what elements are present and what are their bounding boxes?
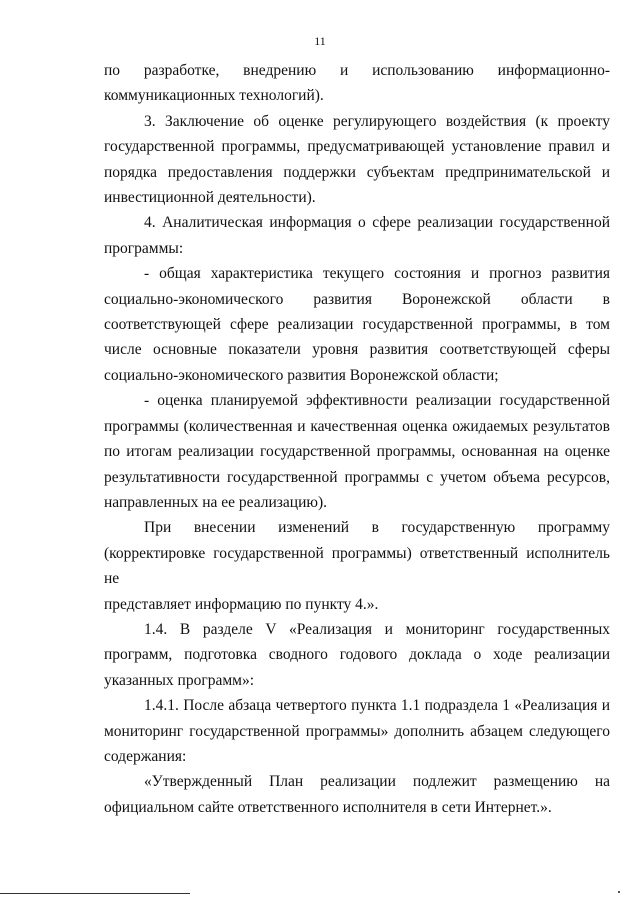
text-line: указанных программ»:: [104, 671, 255, 689]
word: внесении: [193, 519, 256, 537]
text-line: - оценка планируемой эффективности реализации государственной: [144, 392, 610, 410]
word: социально-экономического: [104, 290, 284, 308]
word: разработке,: [143, 62, 220, 79]
text-line: - общая характеристика текущего состояния и прогноз развития: [144, 265, 610, 283]
word: программу: [537, 519, 610, 537]
word: При: [144, 519, 172, 537]
text-line: представляет информацию по пункту 4.».: [104, 595, 379, 613]
paragraph-section-1-4: [104, 617, 610, 693]
footer-divider: [0, 893, 190, 894]
word: размещению: [493, 773, 578, 791]
text-line: соответствующей сфере реализации государственной программы, в том: [104, 316, 610, 334]
text-line: порядка предоставления поддержки субъектам предпринимательской и: [104, 163, 610, 181]
word: развития: [313, 290, 372, 308]
text-line: направленных на ее реализацию).: [104, 493, 328, 511]
text-line: мониторинг государственной программы» дополнить абзацем следующего: [104, 722, 610, 740]
word: «Утвержденный: [144, 773, 253, 791]
paragraph-item-4: [104, 210, 610, 261]
paragraph-item-3: [104, 109, 610, 211]
word: План: [269, 773, 304, 791]
word: на: [594, 773, 610, 791]
word: внедрению: [243, 62, 317, 79]
word: изменений: [278, 519, 350, 537]
text-line: 1.4.1. После абзаца четвертого пункта 1.1 подраздела 1 «Реализация и: [144, 697, 610, 715]
page-number: 11: [314, 34, 326, 48]
word: в: [371, 519, 379, 537]
text-line: [104, 287, 610, 312]
word: и: [339, 62, 349, 79]
text-line: программы (количественная и качественная оценка ожидаемых результатов: [104, 417, 610, 435]
text-line: результативности государственной программы с учетом объема ресурсов,: [104, 468, 610, 486]
word: подлежит: [412, 773, 477, 791]
text-line: социально-экономического развития Воронежской области;: [104, 366, 499, 384]
word: информационно-: [497, 62, 610, 79]
text-line: [104, 515, 610, 540]
paragraph-changes: [104, 515, 610, 617]
word: использованию: [372, 62, 474, 79]
document-body: [104, 58, 610, 820]
text-line: государственной программы, предусматривающей установление правил и: [104, 138, 610, 156]
paragraph-bullet-general: [104, 261, 610, 388]
text-line: 1.4. В разделе V «Реализация и мониторинг государственных: [144, 620, 610, 638]
word: по: [104, 62, 121, 79]
text-line: по итогам реализации государственной программы, основанная на оценке: [104, 443, 610, 461]
paragraph-section-1-4-1: [104, 693, 610, 769]
text-line: 4. Аналитическая информация о сфере реализации государственной: [144, 214, 610, 232]
word: области: [520, 290, 573, 308]
text-line: программы:: [104, 239, 184, 257]
text-line: (корректировке государственной программы) ответственный исполнитель не: [104, 544, 610, 588]
word: Воронежской: [401, 290, 491, 308]
text-line: [104, 58, 610, 83]
word: в: [602, 290, 610, 308]
text-line: коммуникационных технологий).: [104, 87, 324, 105]
text-line: содержания:: [104, 747, 187, 765]
word: реализации: [320, 773, 396, 791]
paragraph-quote: [104, 769, 610, 820]
word: государственную: [401, 519, 516, 537]
paragraph-continuation: [104, 58, 610, 109]
text-line: официальном сайте ответственного исполнителя в сети Интернет.».: [104, 798, 552, 816]
text-line: инвестиционной деятельности).: [104, 189, 316, 207]
paragraph-bullet-efficiency: [104, 388, 610, 515]
text-line: числе основные показатели уровня развития соответствующей сферы: [104, 341, 610, 359]
text-line: 3. Заключение об оценке регулирующего воздействия (к проекту: [144, 112, 610, 130]
text-line: программ, подготовка сводного годового доклада о ходе реализации: [104, 646, 610, 664]
scan-artifact: [618, 891, 620, 893]
text-line: [104, 769, 610, 794]
